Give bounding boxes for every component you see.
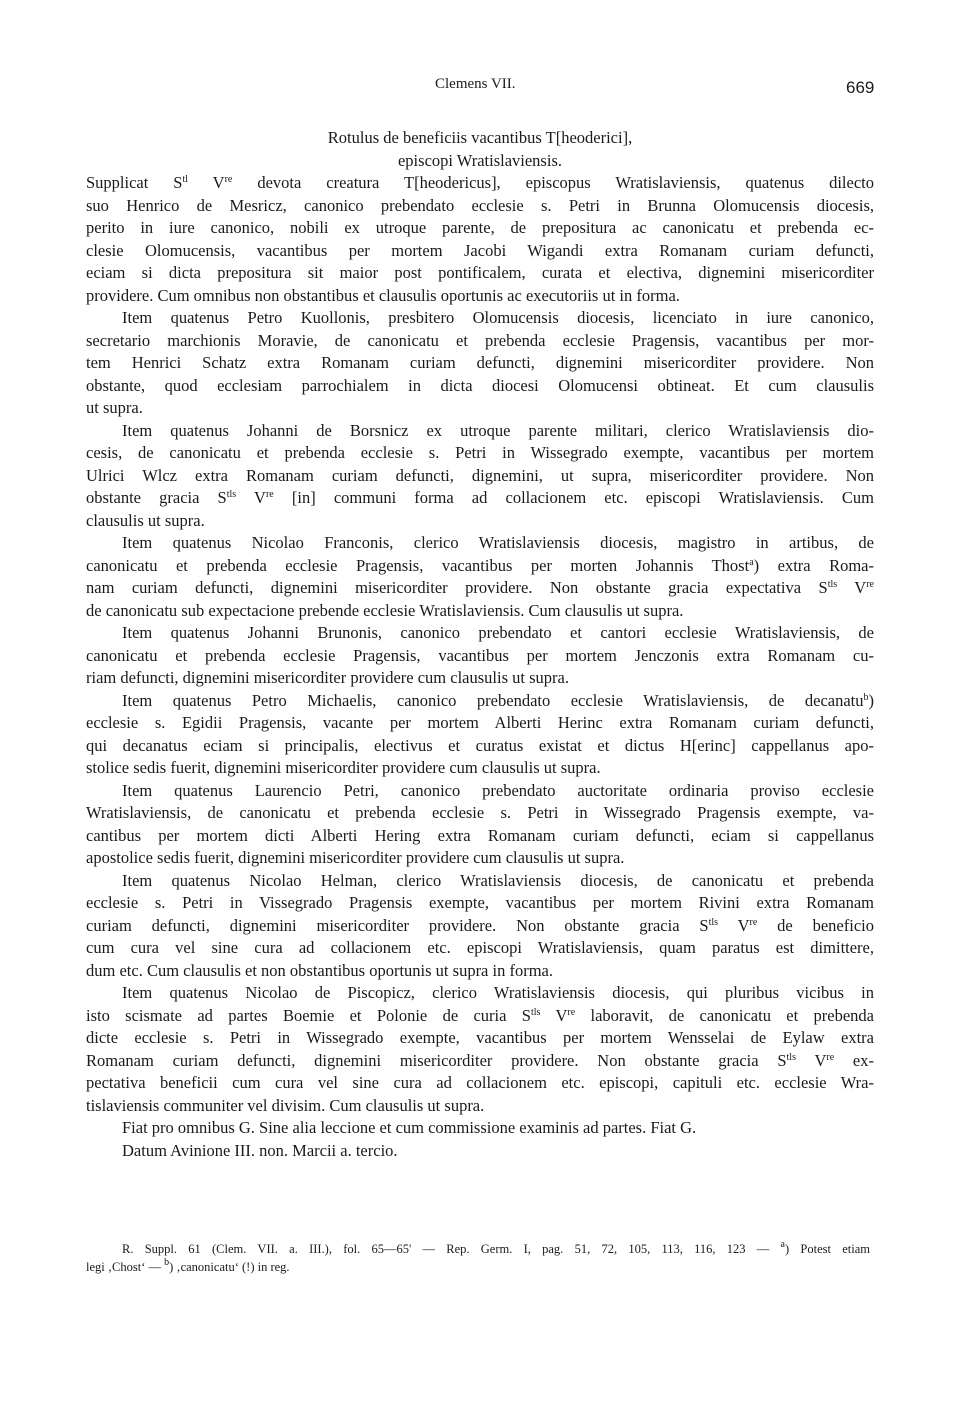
body-line-23: riam defuncti, dignemini misericorditer providere cum clausulis ut supra. [86,668,569,687]
body-line-9: tem Henrici Schatz extra Romanam curiam defuncti, dignemini misericorditer providere. Non [86,353,874,372]
body-line-13: cesis, de canonicatu et prebenda ecclesie s. Petri in Wissegrado exempte, vacantibus per mortem [86,443,874,462]
body-line-42: tislaviensis communiter vel divisim. Cum clausulis ut supra. [86,1095,485,1115]
body-line-28: Item quatenus Laurencio Petri, canonico prebendato auctoritate ordinaria proviso ecclesie [122,780,874,800]
body-line-29: Wratislaviensis, de canonicatu et prebenda ecclesie s. Petri in Wissegrado Pragensis exempte, va- [86,803,874,822]
body-line-37: Item quatenus Nicolao de Piscopicz, clerico Wratislaviensis diocesis, qui pluribus vicibus in [122,983,874,1002]
body-line-32: Item quatenus Nicolao Helman, clerico Wratislaviensis diocesis, de canonicatu et prebenda [122,870,874,890]
body-line-25: ecclesie s. Egidii Pragensis, vacante per mortem Alberti Herinc extra Romanam curiam defuncti, [86,713,874,732]
body-line-8: secretario marchionis Moravie, de canonicatu et prebenda ecclesie Pragensis, vacantibus per mor- [86,330,874,350]
body-line-5: eciam si dicta prepositura sit maior post pontificalem, curata et electiva, dignemini misericorditer [86,263,874,282]
body-line-27: stolice sedis fuerit, dignemini misericorditer providere cum clausulis ut supra. [86,758,601,777]
page-number: 669 [846,78,875,97]
body-line-33: ecclesie s. Petri in Vissegrado Pragensis exempte, vacantibus per mortem Rivini extra Romanam [86,893,874,912]
body-line-43: Fiat pro omnibus G. Sine alia leccione et cum commissione examinis ad partes. Fiat G. [122,1118,697,1137]
body-line-21: Item quatenus Johanni Brunonis, canonico prebendato et cantori ecclesie Wratislaviensis, de [122,623,874,642]
body-line-41: pectativa beneficii cum cura vel sine cura ad collacionem etc. episcopi, capituli etc. ecclesie Wra- [86,1073,874,1092]
body-line-15: obstante gracia $S^{tls}$ Vre [in] communi forma ad collacionem etc. episcopi Wratislaviensis. Cum [86,488,875,507]
body-line-18: canonicatu et prebenda ecclesie Pragensis, vacantibus per morten Johannis Thost$^a$) extra Roma- [86,555,874,575]
body-line-35: cum cura vel sine cura ad collacionem etc. episcopi Wratislaviensis, quam paratus est dimittere, [86,938,874,957]
body-line-4: clesie Olomucensis, vacantibus per mortem Jacobi Wigandi extra Romanam curiam defuncti, [86,240,874,260]
body-line-10: obstante, quod ecclesiam parrochialem in dicta diocesi Olomucensi obtineat. Et cum clausulis [86,375,874,395]
body-line-40: Romanam curiam defuncti, dignemini misericorditer providere. Non obstante gracia $S^{tls}$ Vre ex- [86,1050,875,1070]
document-title-line-2: episcopi Wratislaviensis. [397,151,562,170]
body-line-2: suo Henrico de Mesricz, canonico prebendato ecclesie s. Petri in Brunna Olomucensis diocesis, [86,195,874,215]
footnote-line-1: R. Suppl. 61 (Clem. VII. a. III.), fol. 65—65' — Rep. Germ. I, pag. 51, 72, 105, 113, 116, 123 — $^a$) Potest etiam [122,1239,870,1256]
body-line-3: perito in iure canonico, nobili ex utroque parente, de prepositura ac canonicatu et prebenda ec- [86,218,874,237]
body-line-31: apostolice sedis fuerit, dignemini misericorditer providere cum clausulis ut supra. [86,848,625,867]
body-line-24: Item quatenus Petro Michaelis, canonico prebendato ecclesie Wratislaviensis, de decanatu$^b$) [122,690,874,710]
body-line-38: isto scismate ad partes Boemie et Polonie de curia $S^{tls}$ Vre laboravit, de canonicatu et prebenda [86,1005,875,1025]
body-line-11: ut supra. [86,398,143,417]
footnote-line-2: legi ‚Chost‘ — $^b$) ‚canonicatu‘ (!) in reg. [86,1257,290,1274]
body-line-20: de canonicatu sub expectacione prebende ecclesie Wratislaviensis. Cum clausulis ut supra. [86,600,684,620]
body-line-17: Item quatenus Nicolao Franconis, clerico Wratislaviensis diocesis, magistro in artibus, de [122,533,874,552]
body-line-16: clausulis ut supra. [86,510,205,530]
body-line-26: qui decanatus eciam si principalis, electivus et curatus existat et dictus H[erinc] cappellanus apo- [86,735,874,755]
body-line-12: Item quatenus Johanni de Borsnicz ex utroque parente militari, clerico Wratislaviensis dio- [122,420,874,440]
body-line-39: dicte ecclesie s. Petri in Wissegrado exempte, vacantibus per mortem Wensselai de Eylaw extra [86,1028,874,1047]
body-line-36: dum etc. Cum clausulis et non obstantibus oportunis ut supra in forma. [86,960,553,980]
body-line-7: Item quatenus Petro Kuollonis, presbitero Olomucensis diocesis, licenciato in iure canonico, [122,308,874,327]
body-line-44: Datum Avinione III. non. Marcii a. tercio. [122,1140,398,1160]
body-line-6: providere. Cum omnibus non obstantibus et clausulis oportunis ac executoriis ut in forma. [86,285,680,305]
body-line-22: canonicatu et prebenda ecclesie Pragensis, vacantibus per mortem Jenczonis extra Romanam cu- [86,645,874,665]
running-head: Clemens VII. [435,76,516,92]
body-line-34: curiam defuncti, dignemini misericorditer providere. Non obstante gracia $S^{tls}$ Vre de beneficio [86,915,874,935]
document-title-line-1: Rotulus de beneficiis vacantibus T[heoderici], [327,128,633,147]
body-line-30: cantibus per mortem dicti Alberti Hering extra Romanam curiam defuncti, eciam si cappellanus [86,825,874,845]
body-line-19: nam curiam defuncti, dignemini misericorditer providere. Non obstante gracia expectativa $S^{tls}$ Vre [86,578,874,597]
body-line-14: Ulrici Wlcz extra Romanam curiam defuncti, dignemini, ut supra, misericorditer providere. Non [86,465,874,485]
body-line-1: Supplicat $S^{tl}$ Vre devota creatura T[heodericus], episcopus Wratislaviensis, quatenus dilecto [86,173,874,192]
